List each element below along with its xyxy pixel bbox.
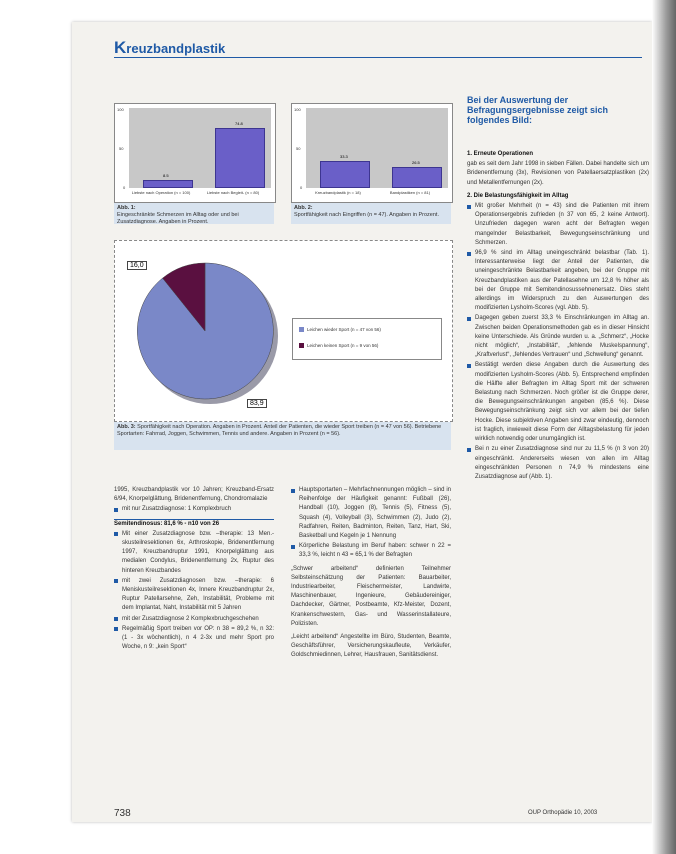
left-column bbox=[114, 486, 274, 653]
bar-chart-2 bbox=[291, 103, 453, 203]
list-item: Dagegen geben zuerst 33,3 % Einschränkungen im Alltag an. Zwischen beiden Operationsmethoden gab es in dieser Hinsicht keine Unterschiede. Als Gründe wurden u. a. „Schmerz“, „Hocke nicht möglich“, „Instabilität“, „fehlende Muskelspannung“, „Kraftverlust“, „fehlendes Vertrauen“ und „Schwellung“ genannt. bbox=[467, 314, 649, 360]
chart-2-caption: Abb. 2: Sportfähigkeit nach Eingriffen (n = 47). Angaben in Prozent. bbox=[291, 203, 451, 224]
pie-label-minority: 16,0 bbox=[127, 261, 147, 270]
list-item: Bestätigt werden diese Angaben durch die Auswertung des modifizierten Lysholm-Scores (Abb. 5). Entsprechend empfinden die Hälfte aller Befragten im Alltag Sport mit der schweren Belastung nach Schmerzen. Noch größer ist die Gruppe derer, die Bewegungseinschränkungen angeben (85,6 %). Diese Bewegungseinschränkung zeigt sich vor allem bei der tiefen Hocke. Diese subjektiven Angaben sind zwar eindeutig, dennoch ist fraglich, inwieweit diese Form der Alltagsbelastung für jeden wirklich notwendig oder unumgänglich ist. bbox=[467, 361, 649, 444]
page-spine-shadow bbox=[652, 0, 676, 854]
chart-3-caption: Abb. 3: Sportfähigkeit nach Operation. Angaben in Prozent. Anteil der Patienten, die wieder Sport treiben (n = 47 von 56). Betriebene Sportarten: Fahrrad, Joggen, Schwimmen, Tennis und andere. Angaben in Prozent (n = 56). bbox=[114, 422, 451, 450]
right-column bbox=[467, 150, 649, 483]
chart-2-category-1: Kreuzbandplastik (n = 18) bbox=[315, 190, 361, 195]
header-rule bbox=[114, 57, 642, 58]
paragraph: „Schwer arbeitend“ definierten Teilnehmer Selbsteinschätzung der Patienten: Bauarbeiter, Industriearbeiter, Fleischermeister, Landwirte, Maschinenbauer, Ingenieure, Gebäudereiniger, Dachdecker, Gärtner, Postbeamte, Kfz-Meister, Dozent, Krankenschwestern, Gas- und Wasserinstallateure, Polizisten. bbox=[291, 565, 451, 627]
bar-chart-1 bbox=[114, 103, 276, 203]
chart-1-tick: 50 bbox=[119, 146, 124, 151]
chart-2-bar-2 bbox=[392, 167, 442, 188]
legend-swatch bbox=[299, 343, 304, 348]
list-item: Körperliche Belastung im Beruf haben: schwer n 22 = 33,3 %, leicht n 43 = 65,1 % der Befragten bbox=[291, 542, 451, 560]
intro-text: 1995, Kreuzbandplastik vor 10 Jahren; Kreuzband-Ersatz 6/94, Knorpelglättung, Bridenentfernung, Chondromalazie bbox=[114, 487, 274, 503]
chart-2-bar-1 bbox=[320, 161, 370, 188]
list-item: Bei n zu einer Zusatzdiagnose sind nur zu 11,5 % (n 3 von 20) eingeschränkt. Andererseits wiesen von allen im Alltag eingeschränkten Personen n 74,9 % mindestens eine Zusatzdiagnose auf (Abb. 1). bbox=[467, 445, 649, 482]
chart-1-category-2: Liebste nach Begleit- (n = 80) bbox=[206, 190, 260, 195]
chart-1-tick: 100 bbox=[117, 107, 124, 112]
chart-1-bar-1 bbox=[143, 180, 193, 188]
chart-1-bar-label-2: 74.8 bbox=[235, 121, 243, 126]
legend-item: Leichen keinen Sport (n = 9 von 56) bbox=[299, 343, 378, 348]
paragraph: „Leicht arbeitend“ Angestellte im Büro, Studenten, Beamte, Geschäftsführer, Versicherungskaufleute, Verkäufer, Goldschmiedinnen, Lehrer, Hausfrauen, Sanitätsdienst. bbox=[291, 634, 451, 659]
chart-1-plot bbox=[129, 108, 271, 188]
list-item: Mit großer Mehrheit (n = 43) sind die Patienten mit ihrem Operationsergebnis zufrieden (n 37 von 65, 2 keine Antwort). Unzufrieden dagegen waren acht der Befragten wegen mangelnder Belastbarkeit, Bewegungseinschränkung und Schmerzen. bbox=[467, 202, 649, 248]
list-item: Mit einer Zusatzdiagnose bzw. –therapie: 13 Men.-skusteilresektionen 6x, Arthroskopie, Bridenentfernung 1997, Kreuzbandruptur 1991, Knorpelglättung aus medialen Condylus, Bridenentfernung 2x, Ruptur des hinteren Kreuzbandes bbox=[114, 530, 274, 576]
chart-2-tick: 50 bbox=[296, 146, 301, 151]
chart-2-plot bbox=[306, 108, 448, 188]
page-number: 738 bbox=[114, 808, 131, 819]
chart-1-bar-2 bbox=[215, 128, 265, 188]
chart-1-tick: 0 bbox=[123, 185, 126, 190]
chart-1-bar-label-1: 8.5 bbox=[163, 173, 169, 178]
pie-slice-majority bbox=[137, 263, 273, 399]
list-item: 96,9 % sind im Alltag uneingeschränkt belastbar (Tab. 1). Interessanterweise liegt der Anteil der Patienten, die uneingeschränkte Belastbarkeit angeben, bei der Gruppe mit Kreuzbandplastiken aus der Patellasehne um 12,8 % höher als bei der Gruppe mit Semitendinosussehnenersatz. Dies steht allerdings im Widerspruch zu den Auswertungen des modifizierten Lysholm-Scores (vgl. Abb. 5). bbox=[467, 249, 649, 313]
legend-item: Leichen wieder Sport (n = 47 von 56) bbox=[299, 327, 381, 332]
list-item: Regelmäßig Sport treiben vor OP: n 38 = 89,2 %, n 32: (1 - 3x wöchentlich), n 4 2-3x und mehr Sport pro Woche, n 9: „kein Sport“ bbox=[114, 625, 274, 653]
section-heading: 1. Erneute Operationen bbox=[467, 151, 534, 157]
chart-2-tick: 100 bbox=[294, 107, 301, 112]
pie-legend bbox=[292, 318, 442, 360]
section-text: gab es seit dem Jahr 1998 in sieben Fällen. Dabei handelte sich um Bridenentfernung (3x), Revisionen von Patellaersatzplastiken (2x) und Metallentfernungen (2x). bbox=[467, 161, 649, 186]
journal-footer: OUP Orthopädie 10, 2003 bbox=[528, 810, 598, 816]
chart-1-category-1: Liebste nach Operation (n = 100) bbox=[131, 190, 191, 195]
pie-label-majority: 83,9 bbox=[247, 399, 267, 408]
list-item: mit nur Zusatzdiagnose: 1 Komplexbruch bbox=[114, 505, 274, 514]
page-title: Kreuzbandplastik bbox=[114, 38, 226, 57]
middle-column bbox=[291, 486, 451, 662]
legend-swatch bbox=[299, 327, 304, 332]
chart-2-bar-label-1: 33.3 bbox=[340, 154, 348, 159]
list-item: Hauptsportarten – Mehrfachnennungen möglich – sind in Reihenfolge der Häufigkeit genannt: Fußball (26), Handball (10), Joggen (8), Tennis (5), Fitness (5), Squash (4), Volleyball (3), Schwimmen (2), Judo (2), Radfahren, Reiten, Badminton, Reiten, Tanz, Hart, Ski, Basketball und Kegeln je 1 Nennung bbox=[291, 486, 451, 541]
section-heading: 2. Die Belastungsfähigkeit im Alltag bbox=[467, 192, 569, 199]
chart-2-tick: 0 bbox=[300, 185, 303, 190]
chart-1-caption: Abb. 1: Eingeschränkte Schmerzen im Alltag oder und bei Zusatzdiagnose. Angaben in Prozent. bbox=[114, 203, 274, 224]
chart-2-category-2: Bandplastiken (n = 81) bbox=[389, 190, 431, 195]
results-heading: Bei der Auswertung der Befragungsergebnisse zeigt sich folgendes Bild: bbox=[467, 95, 609, 125]
list-item: mit zwei Zusatzdiagnosen bzw. –therapie: 6 Meniskusteilresektionen 4x, Innere Kreuzbandruptur 2x, Ruptur Patellarsehne, Zeh, Instabilität, Probleme mit dem Implantat, Naht, Instabilität mit 5 Jahren bbox=[114, 577, 274, 614]
section-heading: Semitendinosus: 81,6 % - n10 von 26 bbox=[114, 519, 274, 529]
chart-2-bar-label-2: 26.5 bbox=[412, 160, 420, 165]
list-item: mit der Zusatzdiagnose 2 Komplexbruchgeschehen bbox=[114, 615, 274, 624]
